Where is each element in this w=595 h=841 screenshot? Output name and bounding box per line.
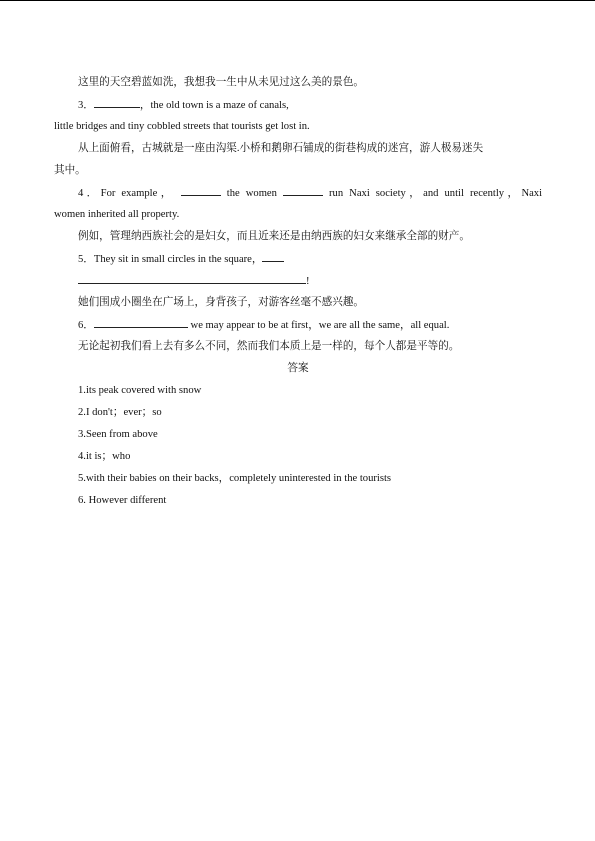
- item-5-english-line2: [54, 270, 542, 292]
- answer-1: 1.its peak covered with snow: [78, 385, 202, 396]
- top-rule: [0, 0, 595, 1]
- item-2-chinese: 这里的天空碧蓝如洗，我想我一生中从未见过这么美的景色。: [78, 77, 365, 88]
- answer-heading: 答案: [287, 363, 309, 374]
- answer-4: 4.it is；who: [78, 451, 131, 462]
- item-5-english-line1: [54, 248, 542, 270]
- item-4-chinese: 例如，管理纳西族社会的是妇女，而且近来还是由纳西族的妇女来继承全部的财产。: [78, 231, 470, 242]
- answer-6: 6. However different: [78, 495, 167, 506]
- answer-5: 5.with their babies on their backs，completely uninterested in the tourists: [78, 473, 392, 484]
- item-6-text: we may appear to be at first，we are all the same，all equal.: [190, 320, 450, 331]
- item-5-number: 5．: [78, 254, 94, 265]
- item-4-english-line1: [54, 182, 542, 204]
- item-5-blank-long: [78, 270, 306, 284]
- item-3-text: ，the old town is a maze of canals,: [139, 100, 289, 111]
- item-4-blank-2: [283, 182, 323, 196]
- item-4-text-c: run Naxi society，and until recently，Naxi: [329, 188, 543, 199]
- item-3-english-line2: little bridges and tiny cobbled streets that tourists get lost in.: [54, 121, 310, 132]
- item-3-blank: [94, 94, 140, 108]
- item-5-text: They sit in small circles in the square，: [93, 254, 263, 265]
- item-4-number: 4．: [78, 188, 101, 199]
- item-4-blank-1: [181, 182, 221, 196]
- item-4-text-b: the women: [226, 188, 277, 199]
- item-3-number: 3．: [78, 100, 94, 111]
- item-3-english-line1: [54, 94, 542, 116]
- answer-2: 2.I don't；ever；so: [78, 407, 162, 418]
- item-3-chinese-line2: 其中。: [54, 165, 86, 176]
- item-6-english: [54, 314, 542, 336]
- document-body: [54, 72, 542, 512]
- item-6-blank: [94, 314, 188, 328]
- item-5-end-mark: !: [306, 276, 310, 287]
- item-4-english-line2: women inherited all property.: [54, 209, 180, 220]
- item-5-chinese: 她们围成小圈坐在广场上，身背孩子，对游客丝毫不感兴趣。: [78, 297, 365, 308]
- item-5-blank-start: [262, 248, 284, 262]
- item-6-number: 6．: [78, 320, 94, 331]
- item-4-text-a: For example，: [100, 188, 175, 199]
- item-3-chinese-line1: 从上面俯看，古城就是一座由沟渠.小桥和鹅卵石铺成的街巷构成的迷宫，游人极易迷失: [78, 143, 484, 154]
- answer-3: 3.Seen from above: [78, 429, 158, 440]
- item-6-chinese: 无论起初我们看上去有多么不同，然而我们本质上是一样的，每个人都是平等的。: [78, 341, 460, 352]
